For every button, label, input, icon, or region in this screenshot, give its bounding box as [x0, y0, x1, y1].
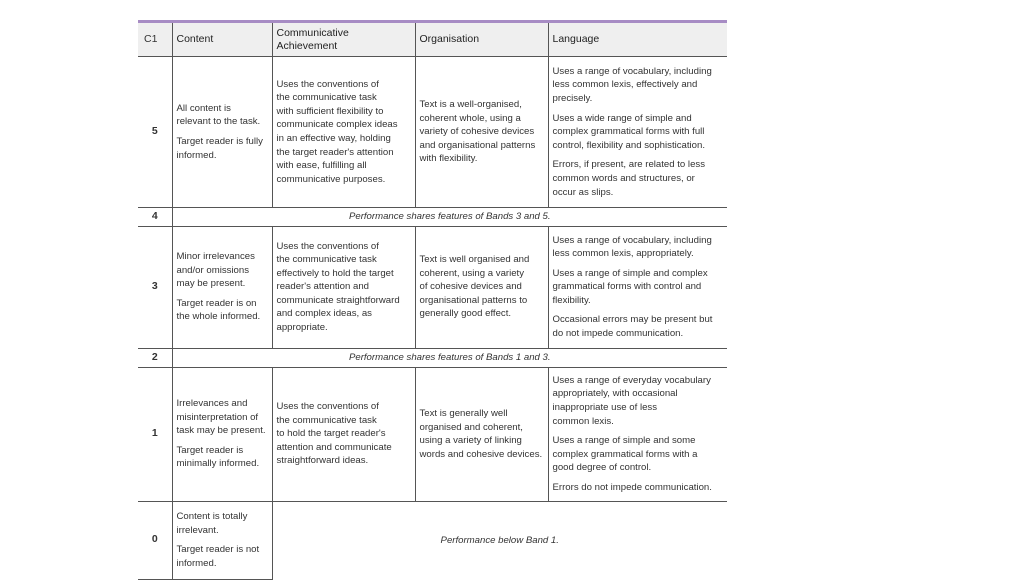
language-cell	[548, 57, 727, 208]
band-number: 5	[138, 57, 172, 208]
assessment-scale-table	[138, 20, 727, 580]
communicative-cell: Uses the conventions of the communicative task effectively to hold the target reader's attention and communicate straightforward and complex ideas, as appropriate.	[272, 226, 415, 348]
shared-features-text: Performance shares features of Bands 1 and 3.	[172, 348, 727, 367]
below-band-text: Performance below Band 1.	[272, 501, 727, 579]
header-language: Language	[548, 22, 727, 57]
band-number: 3	[138, 226, 172, 348]
band-1-row	[138, 367, 727, 501]
content-cell	[172, 226, 272, 348]
band-number: 2	[138, 348, 172, 367]
communicative-cell: Uses the conventions of the communicative task with sufficient flexibility to communicate complex ideas in an effective way, holding the target reader's attention with ease, fulfilling all communicative purposes.	[272, 57, 415, 208]
content-cell	[172, 367, 272, 501]
language-text: Uses a range of simple and complex grammatical forms with control and flexibility.	[552, 267, 708, 306]
content-text: Target reader is minimally informed.	[176, 444, 260, 470]
band-number: 0	[138, 501, 172, 579]
language-text: Errors do not impede communication.	[552, 481, 712, 493]
language-text: Uses a range of vocabulary, including less common lexis, effectively and precisely.	[552, 65, 712, 105]
content-text: All content is relevant to the task.	[176, 102, 261, 128]
language-text: Uses a wide range of simple and complex grammatical forms with full control, flexibility and sophistication.	[552, 112, 706, 151]
language-text: Uses a range of everyday vocabulary appropriately, with occasional inappropriate use of less common lexis.	[552, 374, 711, 427]
content-text: Irrelevances and misinterpretation of task may be present.	[176, 398, 266, 437]
language-text: Occasional errors may be present but do not impede communication.	[552, 314, 713, 340]
content-text: Target reader is on the whole informed.	[176, 297, 261, 323]
content-cell	[172, 57, 272, 208]
language-text: Uses a range of simple and some complex grammatical forms with a good degree of control.	[552, 435, 698, 474]
band-2-row	[138, 348, 727, 367]
language-text: Errors, if present, are related to less common words and structures, or occur as slips.	[552, 159, 705, 198]
language-cell	[548, 226, 727, 348]
language-text: Uses a range of vocabulary, including less common lexis, appropriately.	[552, 234, 712, 260]
organisation-cell: Text is a well-organised, coherent whole, using a variety of cohesive devices and organisational patterns with flexibility.	[415, 57, 548, 208]
communicative-cell: Uses the conventions of the communicative task to hold the target reader's attention and communicate straightforward ideas.	[272, 367, 415, 501]
content-text: Content is totally irrelevant.	[176, 510, 248, 536]
content-cell	[172, 501, 272, 579]
header-row	[138, 22, 727, 57]
band-0-row	[138, 501, 727, 579]
header-band: C1	[138, 22, 172, 57]
content-text: Minor irrelevances and/or omissions may be present.	[176, 251, 255, 290]
shared-features-text: Performance shares features of Bands 3 and 5.	[172, 208, 727, 227]
content-text: Target reader is fully informed.	[176, 136, 263, 161]
header-content: Content	[172, 22, 272, 57]
band-4-row	[138, 208, 727, 227]
band-number: 4	[138, 208, 172, 227]
band-number: 1	[138, 367, 172, 501]
organisation-cell: Text is generally well organised and coherent, using a variety of linking words and cohesive devices.	[415, 367, 548, 501]
language-cell	[548, 367, 727, 501]
header-organisation: Organisation	[415, 22, 548, 57]
band-5-row	[138, 57, 727, 208]
content-text: Target reader is not informed.	[176, 544, 260, 569]
header-communicative: Communicative Achievement	[272, 22, 415, 57]
band-3-row	[138, 226, 727, 348]
organisation-cell: Text is well organised and coherent, using a variety of cohesive devices and organisational patterns to generally good effect.	[415, 226, 548, 348]
